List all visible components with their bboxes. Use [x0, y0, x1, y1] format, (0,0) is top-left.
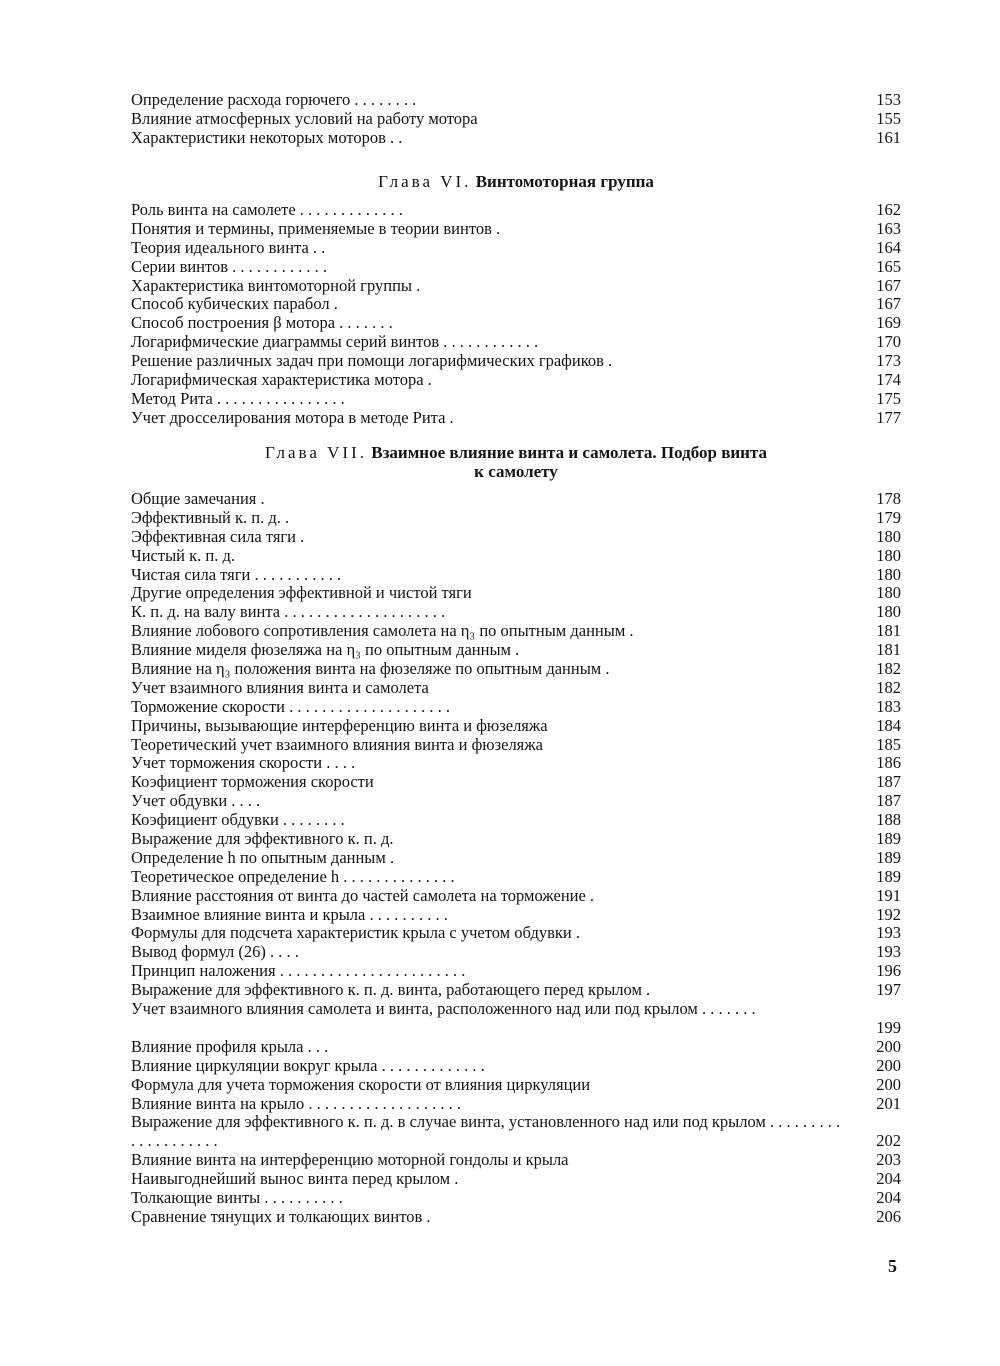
toc-entry-page: 204 [876, 1187, 901, 1207]
toc-entry [131, 981, 901, 1000]
toc-entry [131, 129, 901, 148]
toc-entry [131, 849, 901, 868]
toc-entry-title: Логарифмические диаграммы серий винтов . . . . . . . . . . . . [131, 332, 539, 352]
toc-entry-page: 200 [876, 1036, 901, 1056]
toc-entry [131, 887, 901, 906]
toc-entry-title: Определение h по опытным данным . [131, 847, 395, 867]
toc-entry [131, 698, 901, 717]
toc-entry-title: Учет торможения скорости . . . . [131, 753, 356, 773]
toc-entry-title: Учет взаимного влияния самолета и винта, расположенного над или под крылом . . . . . . . [131, 999, 756, 1019]
toc-entry-title: Принцип наложения . . . . . . . . . . . . . . . . . . . . . . . [131, 961, 466, 981]
toc-entry-title: К. п. д. на валу винта . . . . . . . . . . . . . . . . . . . . [131, 602, 446, 622]
toc-entry [131, 547, 901, 566]
toc-entry-title: Сравнение тянущих и толкающих винтов . [131, 1206, 431, 1226]
toc-entry [131, 943, 901, 962]
toc-entry [131, 1151, 901, 1170]
toc-entry-page: 189 [876, 866, 901, 886]
toc-entry [131, 371, 901, 390]
toc-entry [131, 868, 901, 887]
toc-entry-title: Понятия и термины, применяемые в теории винтов . [131, 218, 501, 238]
toc-entry-title: Эффективный к. п. д. . [131, 507, 290, 527]
toc-entry [131, 1113, 901, 1151]
toc-entry-title: Влияние винта на крыло . . . . . . . . . . . . . . . . . . . [131, 1093, 461, 1113]
toc-entry-page: 170 [876, 332, 901, 352]
toc-entry-title: Теория идеального винта . . [131, 237, 326, 257]
toc-entry [131, 906, 901, 925]
toc-entry [131, 962, 901, 981]
toc-entry-title: Серии винтов . . . . . . . . . . . . [131, 256, 328, 276]
toc-entry-title: Чистый к. п. д. [131, 545, 235, 565]
toc-entry [131, 314, 901, 333]
toc-entry-page: 188 [876, 810, 901, 830]
chapter-7-label: Глава VII. [264, 443, 367, 462]
toc-entry-title: Учет обдувки . . . . [131, 791, 261, 811]
toc-entry [131, 736, 901, 755]
toc-entry-title: Наивыгоднейший вынос винта перед крылом . [131, 1169, 459, 1189]
toc-entry [131, 622, 901, 641]
toc-entry [131, 295, 901, 314]
toc-entry-page: 173 [876, 351, 901, 371]
toc-entry-page: 183 [876, 696, 901, 716]
toc-chapter-6-block [131, 201, 901, 428]
toc-entry-page: 201 [876, 1093, 901, 1113]
toc-entry-title: Метод Рита . . . . . . . . . . . . . . . . [131, 388, 345, 408]
toc-entry-title: Теоретический учет взаимного влияния винта и фюзеляжа [131, 734, 543, 754]
toc-entry-page: 180 [876, 526, 901, 546]
toc-entry-page: 187 [876, 791, 901, 811]
toc-entry-page: 193 [876, 942, 901, 962]
toc-entry [131, 352, 901, 371]
toc-entry-page: 189 [876, 829, 901, 849]
toc-entry-page: 180 [876, 545, 901, 565]
toc-entry [131, 566, 901, 585]
toc-entry-title: Выражение для эффективного к. п. д. в случае винта, установленного над или под крылом . . . . . . . . . . . . . . . . . . . . [131, 1112, 841, 1151]
page-number: 5 [888, 1256, 897, 1276]
toc-entry-title: Взаимное влияние винта и крыла . . . . . . . . . . [131, 904, 448, 924]
toc-entry-page: 163 [876, 218, 901, 238]
toc-entry-title: Влияние на η₃ положения винта на фюзеляже по опытным данным . [131, 659, 610, 679]
toc-entry-title: Влияние атмосферных условий на работу мотора [131, 108, 478, 128]
toc-entry-title: Выражение для эффективного к. п. д. [131, 829, 394, 849]
toc-entry-title: Общие замечания . [131, 489, 265, 508]
toc-entry [131, 660, 901, 679]
toc-entry-title: Теоретическое определение h . . . . . . . . . . . . . . [131, 866, 455, 886]
toc-entry-page: 155 [876, 108, 901, 128]
toc-entry-title: Учет дросселирования мотора в методе Рита . [131, 407, 454, 427]
toc-chapter-7-block [131, 490, 901, 1227]
toc-entry-page: 200 [876, 1074, 901, 1094]
toc-entry-page: 167 [876, 275, 901, 295]
toc-entry-title: Коэфициент обдувки . . . . . . . . [131, 810, 345, 830]
toc-entry-title: Характеристика винтомоторной группы . [131, 275, 421, 295]
toc-entry-title: Формула для учета торможения скорости от влияния циркуляции [131, 1074, 591, 1094]
toc-entry [131, 641, 901, 660]
toc-entry-page: 180 [876, 564, 901, 584]
toc-entry [131, 1170, 901, 1189]
toc-entry-page: 189 [876, 847, 901, 867]
toc-entry-page: 153 [876, 90, 901, 109]
toc-entry [131, 792, 901, 811]
toc-entry [131, 409, 901, 428]
toc-entry-title: Влияние циркуляции вокруг крыла . . . . . . . . . . . . . [131, 1055, 485, 1075]
toc-entry-page: 199 [876, 1017, 901, 1037]
toc-entry-page: 193 [876, 923, 901, 943]
toc-entry [131, 1057, 901, 1076]
toc-entry [131, 1038, 901, 1057]
toc-entry-page: 204 [876, 1169, 901, 1189]
toc-entry-page: 181 [876, 640, 901, 660]
toc-entry [131, 258, 901, 277]
toc-entry-title: Логарифмическая характеристика мотора . [131, 370, 432, 390]
toc-entry-page: 180 [876, 602, 901, 622]
toc-entry-title: Выражение для эффективного к. п. д. винта, работающего перед крылом . [131, 980, 651, 1000]
toc-entry-title: Влияние расстояния от винта до частей самолета на торможение . [131, 885, 595, 905]
toc-entry [131, 584, 901, 603]
toc-entry-page: 182 [876, 659, 901, 679]
toc-entry [131, 679, 901, 698]
toc-entry-page: 197 [876, 980, 901, 1000]
chapter-6-title: Винтомоторная группа [475, 172, 654, 191]
chapter-7-title-line2: к самолету [474, 462, 558, 481]
toc-entry-title: Влияние винта на интерференцию моторной гондолы и крыла [131, 1150, 569, 1170]
toc-entry-page: 177 [876, 407, 901, 427]
toc-entry-title: Толкающие винты . . . . . . . . . . [131, 1187, 343, 1207]
toc-entry-title: Способ построения β мотора . . . . . . . [131, 313, 393, 333]
toc-entry [131, 239, 901, 258]
toc-entry [131, 924, 901, 943]
toc-entry-title: Торможение скорости . . . . . . . . . . . . . . . . . . . . [131, 696, 451, 716]
chapter-6-heading [131, 172, 901, 191]
toc-entry-title: Другие определения эффективной и чистой тяги [131, 583, 472, 603]
toc-entry-title: Определение расхода горючего . . . . . . . . [131, 90, 417, 109]
toc-entry-page: 164 [876, 237, 901, 257]
toc-entry-page: 184 [876, 715, 901, 735]
toc-entry-page: 178 [876, 489, 901, 508]
toc-entry-page: 186 [876, 753, 901, 773]
toc-entry-title: Влияние профиля крыла . . . [131, 1036, 329, 1056]
toc-entry [131, 830, 901, 849]
toc-entry-page: 187 [876, 772, 901, 792]
toc-entry [131, 773, 901, 792]
toc-entry [131, 333, 901, 352]
toc-entry-title: Характеристики некоторых моторов . . [131, 127, 403, 147]
toc-entry [131, 110, 901, 129]
toc-entry [131, 811, 901, 830]
toc-entry [131, 277, 901, 296]
toc-entry [131, 754, 901, 773]
toc-entry [131, 1095, 901, 1114]
toc-entry-title: Вывод формул (26) . . . . [131, 942, 299, 962]
toc-entry [131, 1208, 901, 1227]
toc-entry-title: Роль винта на самолете . . . . . . . . . . . . . [131, 200, 403, 219]
toc-entry-title: Решение различных задач при помощи логарифмических графиков . [131, 351, 613, 371]
toc-entry-page: 165 [876, 256, 901, 276]
toc-entry-page: 161 [876, 127, 901, 147]
toc-entry-page: 162 [876, 200, 901, 219]
toc-entry-page: 182 [876, 677, 901, 697]
toc-entry-title: Учет взаимного влияния винта и самолета [131, 677, 429, 697]
toc-entry-page: 196 [876, 961, 901, 981]
toc-entry-page: 202 [876, 1131, 901, 1151]
toc-entry-title: Эффективная сила тяги . [131, 526, 305, 546]
toc-entry [131, 91, 901, 110]
toc-entry [131, 220, 901, 239]
toc-entry [131, 528, 901, 547]
toc-entry-page: 179 [876, 507, 901, 527]
toc-entry [131, 717, 901, 736]
chapter-6-label: Глава VI. [378, 172, 472, 191]
toc-entry-title: Влияние миделя фюзеляжа на η₃ по опытным данным . [131, 640, 520, 660]
toc-entry-page: 203 [876, 1150, 901, 1170]
toc-entry-title: Чистая сила тяги . . . . . . . . . . . [131, 564, 342, 584]
toc-entry [131, 390, 901, 409]
chapter-7-title-line1: Взаимное влияние винта и самолета. Подбор винта [371, 443, 768, 462]
toc-entry-page: 175 [876, 388, 901, 408]
toc-entry [131, 201, 901, 220]
toc-entry-page: 180 [876, 583, 901, 603]
toc-entry [131, 603, 901, 622]
toc-entry-title: Влияние лобового сопротивления самолета на η₃ по опытным данным . [131, 621, 634, 641]
toc-intro-block [131, 91, 901, 148]
toc-entry-page: 191 [876, 885, 901, 905]
toc-entry-page: 185 [876, 734, 901, 754]
toc-entry-page: 192 [876, 904, 901, 924]
chapter-7-heading [131, 443, 901, 481]
toc-entry [131, 1000, 901, 1038]
toc-entry-page: 206 [876, 1206, 901, 1226]
toc-entry-page: 167 [876, 294, 901, 314]
toc-entry [131, 509, 901, 528]
toc-entry-title: Способ кубических парабол . [131, 294, 338, 314]
toc-entry-page: 169 [876, 313, 901, 333]
toc-entry-title: Причины, вызывающие интерференцию винта и фюзеляжа [131, 715, 548, 735]
toc-entry-page: 200 [876, 1055, 901, 1075]
toc-entry-page: 174 [876, 370, 901, 390]
toc-entry-title: Формулы для подсчета характеристик крыла с учетом обдувки . [131, 923, 580, 943]
toc-entry-title: Коэфициент торможения скорости [131, 772, 374, 792]
toc-entry-page: 181 [876, 621, 901, 641]
toc-entry [131, 490, 901, 509]
toc-entry [131, 1076, 901, 1095]
toc-entry [131, 1189, 901, 1208]
